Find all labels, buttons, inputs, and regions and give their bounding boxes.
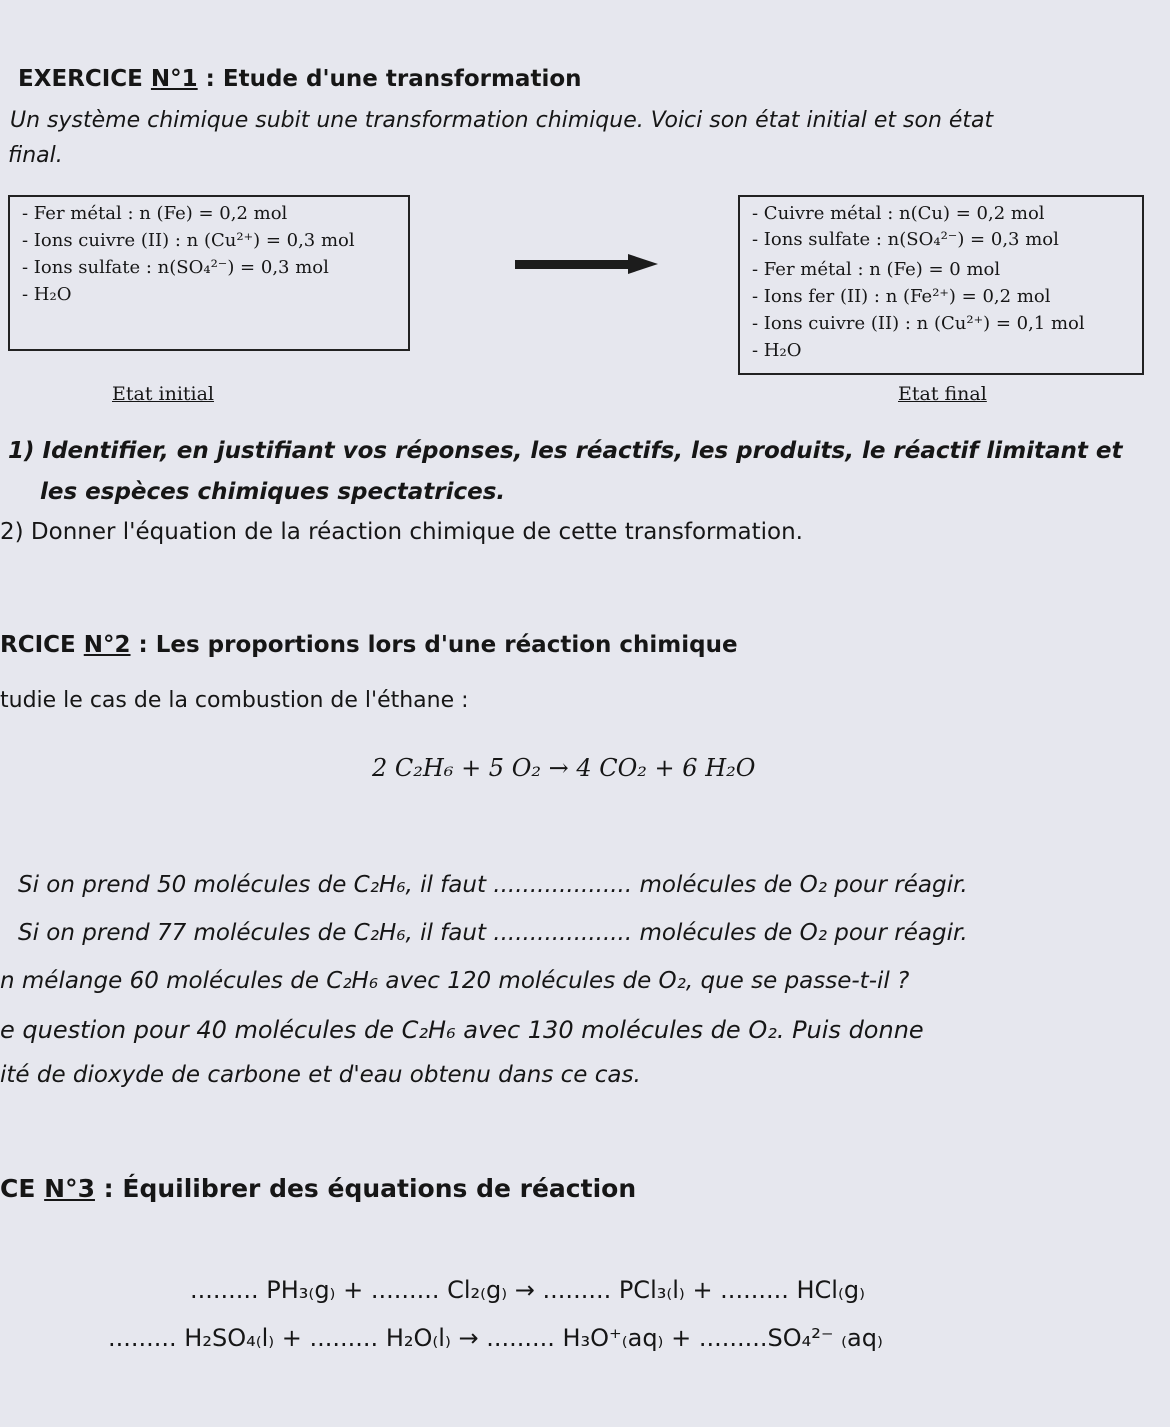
initial-item-water: - H₂O <box>22 284 72 305</box>
ex3-title-prefix: CE <box>0 1174 45 1203</box>
final-item-copper: - Cuivre métal : n(Cu) = 0,2 mol <box>752 203 1045 224</box>
ex2-title-prefix: RCICE <box>0 632 84 658</box>
ex1-title <box>18 66 582 92</box>
ex1-title-prefix: EXERCICE <box>18 66 151 92</box>
ex3-equation1: ......... PH₃₍g₎ + ......... Cl₂₍g₎ → ......... PCl₃₍l₎ + ......... HCl₍g₎ <box>190 1276 865 1304</box>
ex3-equation2: ......... H₂SO₄₍l₎ + ......... H₂O₍l₎ → ......... H₃O⁺₍aq₎ + .........SO₄²⁻ ₍aq₎ <box>108 1324 883 1352</box>
ex2-line1: Si on prend 50 molécules de C₂H₆, il faut ................... molécules de O₂ pour réagir. <box>18 872 968 898</box>
ex2-title-number: N°2 <box>83 632 131 658</box>
final-item-water: - H₂O <box>752 340 802 361</box>
final-item-sulfate-ions: - Ions sulfate : n(SO₄²⁻) = 0,3 mol <box>752 229 1059 250</box>
ex3-title <box>0 1174 636 1203</box>
initial-item-sulfate-ions: - Ions sulfate : n(SO₄²⁻) = 0,3 mol <box>22 257 329 278</box>
initial-item-copper-ions: - Ions cuivre (II) : n (Cu²⁺) = 0,3 mol <box>22 230 355 251</box>
ex2-line2: Si on prend 77 molécules de C₂H₆, il faut ................... molécules de O₂ pour réagir. <box>18 920 968 946</box>
initial-state-label: Etat initial <box>112 383 215 405</box>
ex2-title <box>0 632 738 658</box>
ex1-question2: 2) Donner l'équation de la réaction chimique de cette transformation. <box>0 519 803 545</box>
ex2-title-text: : Les proportions lors d'une réaction chimique <box>130 632 738 658</box>
final-state-label: Etat final <box>898 383 987 405</box>
ex2-line3: n mélange 60 molécules de C₂H₆ avec 120 molécules de O₂, que se passe-t-il ? <box>0 968 910 994</box>
arrow-head-icon <box>628 254 658 274</box>
initial-item-iron: - Fer métal : n (Fe) = 0,2 mol <box>22 203 288 224</box>
ex1-question1-line1: 1) Identifier, en justifiant vos réponses, les réactifs, les produits, le réactif limitant et <box>8 438 1123 464</box>
final-item-copper-ions: - Ions cuivre (II) : n (Cu²⁺) = 0,1 mol <box>752 313 1085 334</box>
ex2-line4: e question pour 40 molécules de C₂H₆ avec 130 molécules de O₂. Puis donne <box>0 1016 924 1044</box>
final-item-iron: - Fer métal : n (Fe) = 0 mol <box>752 259 1001 280</box>
ex3-title-number: N°3 <box>44 1174 95 1203</box>
ex1-intro-line1: Un système chimique subit une transformation chimique. Voici son état initial et son état <box>10 108 994 133</box>
transformation-arrow <box>515 260 630 269</box>
ex2-intro: tudie le cas de la combustion de l'éthane : <box>0 688 469 713</box>
ex1-title-number: N°1 <box>150 66 198 92</box>
ex1-title-text: : Etude d'une transformation <box>197 66 582 92</box>
ex3-title-text: : Équilibrer des équations de réaction <box>94 1174 637 1203</box>
final-state-box <box>738 195 1144 375</box>
initial-state-box <box>8 195 410 351</box>
ex1-question1-line2: les espèces chimiques spectatrices. <box>40 479 506 505</box>
ex2-line5: ité de dioxyde de carbone et d'eau obtenu dans ce cas. <box>0 1062 641 1088</box>
final-item-iron-ions: - Ions fer (II) : n (Fe²⁺) = 0,2 mol <box>752 286 1051 307</box>
ethane-combustion-equation: 2 C₂H₆ + 5 O₂ → 4 CO₂ + 6 H₂O <box>372 754 756 782</box>
ex1-intro-line2: final. <box>8 143 63 168</box>
